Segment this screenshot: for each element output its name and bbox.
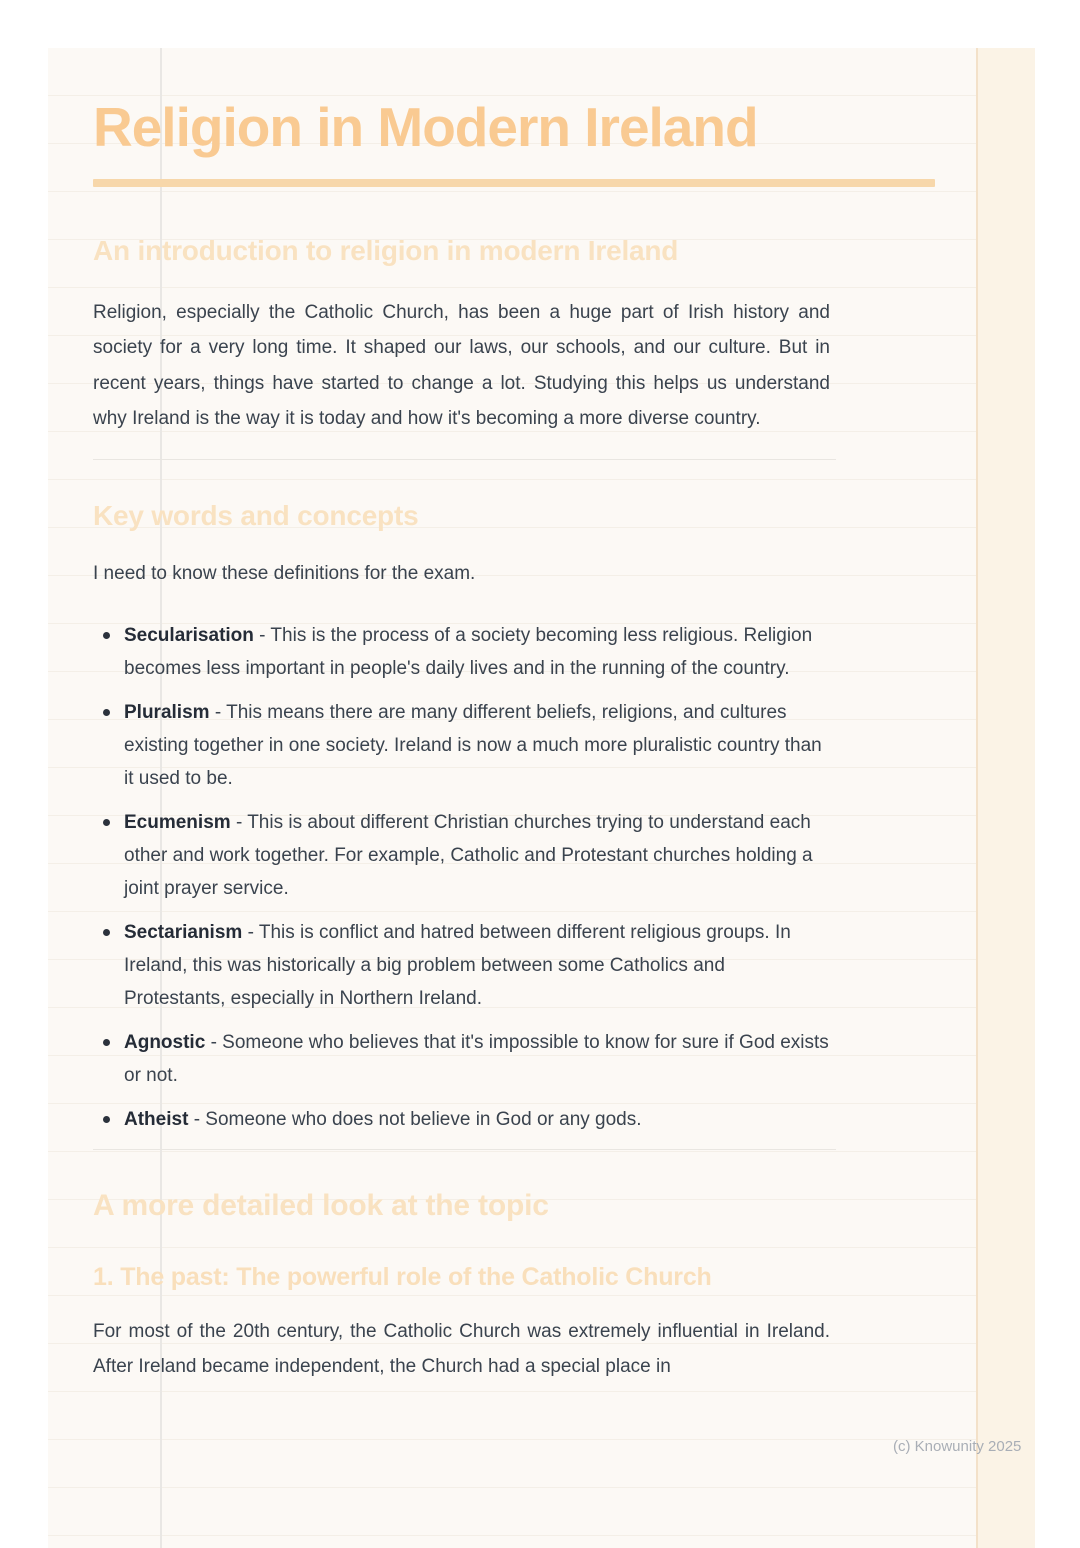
detail-section-heading: A more detailed look at the topic — [93, 1188, 549, 1222]
term-definition: - This is the process of a society becoming less religious. Religion becomes less important in people's daily lives and in the running of the country. — [124, 624, 813, 679]
copyright-watermark: (c) Knowunity 2025 — [893, 1438, 1022, 1455]
term-label: Atheist — [124, 1108, 189, 1130]
term-label: Ecumenism — [124, 811, 231, 833]
term-definition: - Someone who does not believe in God or any gods. — [193, 1108, 642, 1130]
term-definition: - This is about different Christian churches trying to understand each other and work together. For example, Catholic and Protestant churches holding a joint prayer service. — [124, 811, 813, 899]
term-label: Sectarianism — [124, 921, 243, 943]
detail-paragraph: For most of the 20th century, the Catholic Church was extremely influential in Ireland. After Ireland became independent, the Church had a special place in — [93, 1320, 830, 1378]
term-label: Agnostic — [124, 1031, 206, 1053]
term-label: Secularisation — [124, 624, 254, 646]
list-item-agnostic — [124, 1026, 830, 1092]
list-item-secularisation — [124, 619, 830, 685]
title-underline-rule — [93, 179, 935, 187]
term-definition: - Someone who believes that it's impossible to know for sure if God exists or not. — [124, 1031, 829, 1086]
detail-subsection-heading: 1. The past: The powerful role of the Catholic Church — [93, 1262, 712, 1291]
page-title: Religion in Modern Ireland — [93, 96, 758, 158]
list-item-sectarianism — [124, 916, 830, 1015]
list-item-atheist — [124, 1103, 830, 1136]
page-content — [93, 48, 830, 1385]
list-item-pluralism — [124, 696, 830, 795]
intro-paragraph: Religion, especially the Catholic Church, has been a huge part of Irish history and society for a very long time. It shaped our laws, our schools, and our culture. But in recent years, things have started to change a lot. Studying this helps us understand why Ireland is the way it is today and how it's becoming a more diverse country. — [93, 301, 830, 430]
term-definition: - This means there are many different beliefs, religions, and cultures existing together in one society. Ireland is now a much more pluralistic country than it used to be. — [124, 701, 822, 789]
keywords-lead-text: I need to know these definitions for the exam. — [93, 563, 476, 585]
list-item-ecumenism — [124, 806, 830, 905]
section-divider — [93, 1149, 836, 1150]
term-label: Pluralism — [124, 701, 210, 723]
term-definition: - This is conflict and hatred between different religious groups. In Ireland, this was historically a big problem between some Catholics and Protestants, especially in Northern Ireland. — [124, 921, 791, 1009]
section-divider — [93, 459, 836, 460]
keywords-section-heading: Key words and concepts — [93, 499, 419, 531]
page-side-strip — [976, 48, 1035, 1548]
keywords-list — [93, 619, 830, 1136]
intro-section-heading: An introduction to religion in modern Ireland — [93, 235, 679, 266]
document-page — [48, 48, 1035, 1548]
